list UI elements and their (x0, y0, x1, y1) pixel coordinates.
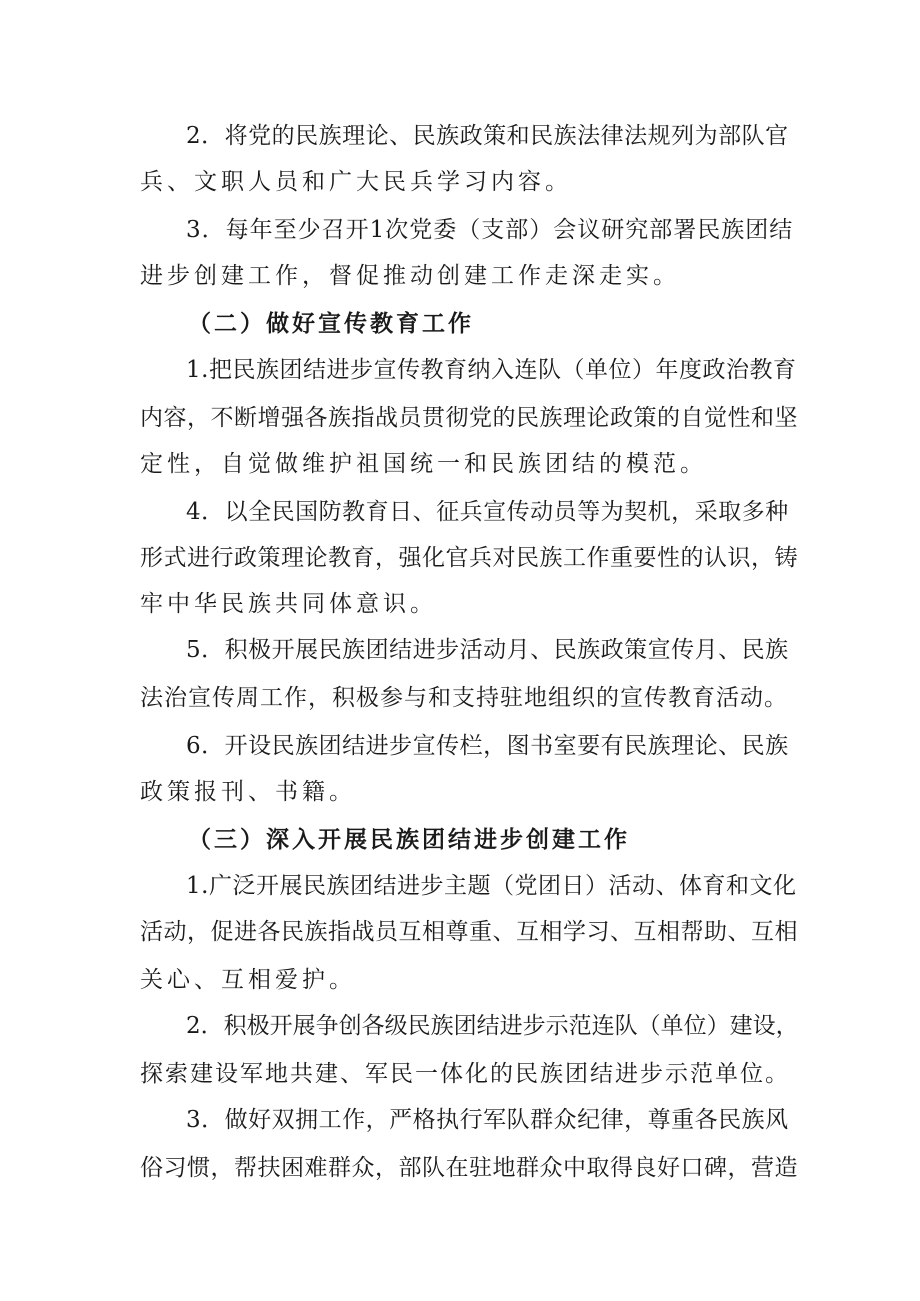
paragraph-line: 2．将党的民族理论、民族政策和民族法律法规列为部队官 (186, 123, 789, 149)
section-heading: （二）做好宣传教育工作 (188, 310, 474, 337)
paragraph-line: 活动，促进各民族指战员互相尊重、互相学习、互相帮助、互相 (140, 919, 798, 945)
paragraph-line: 法治宣传周工作，积极参与和支持驻地组织的宣传教育活动。 (140, 685, 788, 711)
paragraph-line: 3．做好双拥工作，严格执行军队群众纪律，尊重各民族风 (186, 1107, 789, 1133)
paragraph-line: 6．开设民族团结进步宣传栏，图书室要有民族理论、民族 (186, 733, 789, 759)
section-heading: （三）深入开展民族团结进步创建工作 (188, 826, 630, 853)
paragraph-line: 定性，自觉做维护祖国统一和民族团结的模范。 (140, 451, 707, 477)
paragraph-line: 5．积极开展民族团结进步活动月、民族政策宣传月、民族 (186, 637, 789, 663)
paragraph-line: 内容，不断增强各族指战员贯彻党的民族理论政策的自觉性和坚 (140, 405, 798, 431)
paragraph-line: 2．积极开展争创各级民族团结进步示范连队（单位）建设， (186, 1013, 799, 1039)
paragraph-line: 进步创建工作，督促推动创建工作走深走实。 (140, 263, 680, 289)
paragraph-line: 形式进行政策理论教育，强化官兵对民族工作重要性的认识，铸 (140, 545, 798, 571)
paragraph-line: 关心、互相爱护。 (140, 967, 356, 993)
paragraph-line: 政策报刊、书籍。 (140, 779, 356, 805)
paragraph-line: 3．每年至少召开1次党委（支部）会议研究部署民族团结 (186, 217, 794, 243)
paragraph-line: 俗习惯，帮扶困难群众，部队在驻地群众中取得良好口碑，营造 (140, 1155, 798, 1181)
paragraph-line: 1.把民族团结进步宣传教育纳入连队（单位）年度政治教育 (186, 357, 797, 383)
paragraph-line: 牢中华民族共同体意识。 (140, 591, 437, 617)
paragraph-line: 探索建设军地共建、军民一体化的民族团结进步示范单位。 (140, 1061, 790, 1087)
paragraph-line: 4．以全民国防教育日、征兵宣传动员等为契机，采取多种 (186, 499, 789, 525)
paragraph-line: 兵、文职人员和广大民兵学习内容。 (140, 169, 572, 195)
paragraph-line: 1.广泛开展民族团结进步主题（党团日）活动、体育和文化 (186, 873, 797, 899)
